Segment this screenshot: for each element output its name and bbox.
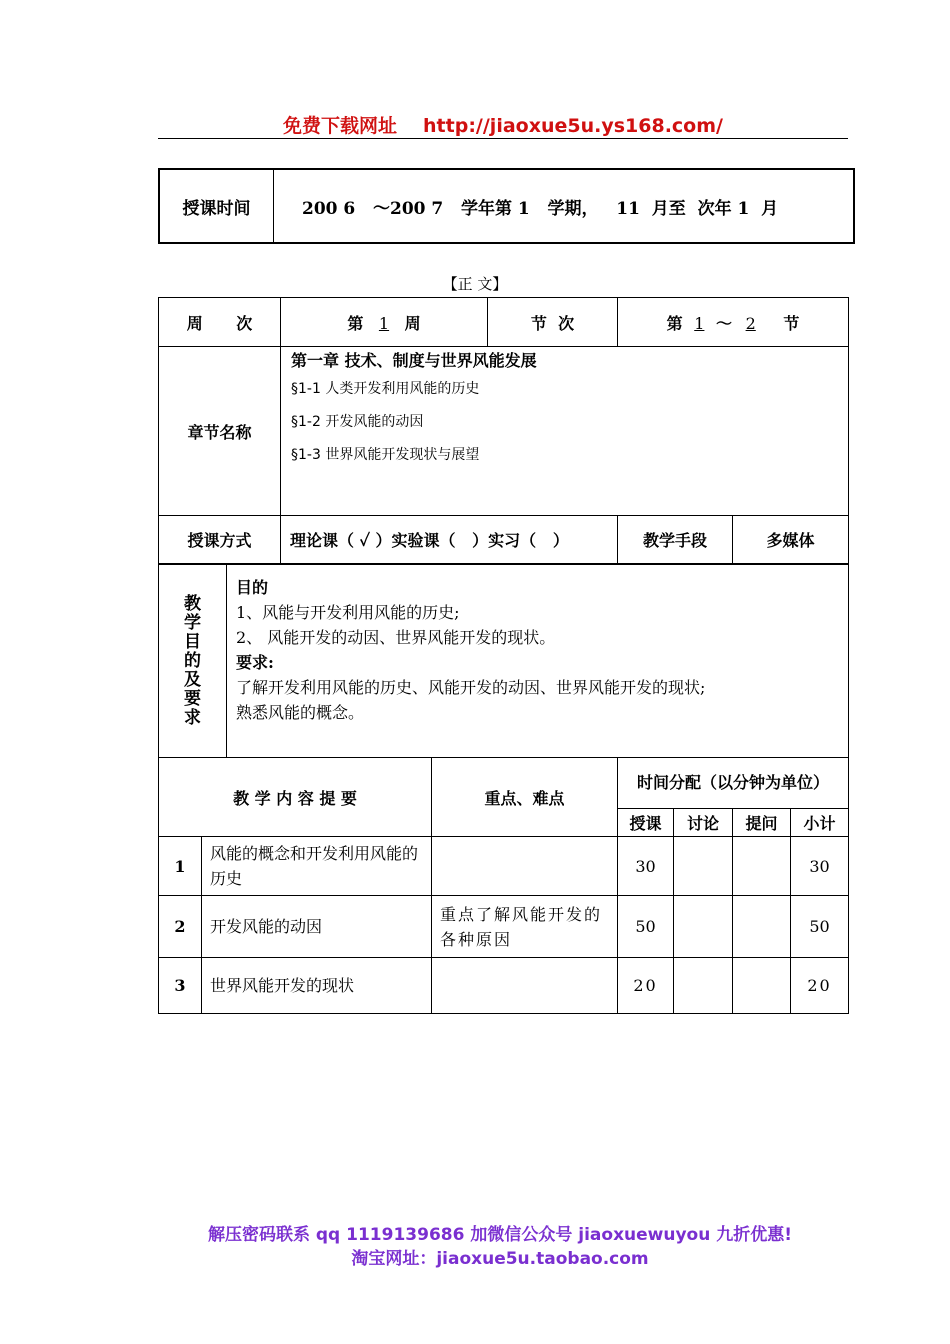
row-content: 风能的概念和开发利用风能的历史 xyxy=(202,837,432,896)
row-subtotal: 50 xyxy=(791,896,849,958)
row-question xyxy=(733,958,791,1014)
col-time-header: 时间分配（以分钟为单位） xyxy=(618,758,849,809)
period-prefix: 第 xyxy=(666,313,683,333)
row-lecture: 50 xyxy=(618,896,674,958)
week-suffix: 周 xyxy=(404,313,421,333)
period-sep: ～ xyxy=(716,313,733,333)
objectives-label-text: 教学目的及要求 xyxy=(184,593,201,728)
col-content-header: 教 学 内 容 提 要 xyxy=(159,758,432,837)
schedule-table xyxy=(158,297,849,564)
period-from: 1 xyxy=(694,313,705,333)
row-number: 2 xyxy=(159,896,202,958)
chapter-section-3: §1-3 世界风能开发现状与展望 xyxy=(291,447,480,463)
row-number: 1 xyxy=(159,837,202,896)
teaching-time-box xyxy=(158,168,855,244)
week-cell xyxy=(281,298,488,347)
period-to: 2 xyxy=(745,313,756,333)
row-key xyxy=(432,837,618,896)
objectives-label xyxy=(159,565,227,758)
header-banner xyxy=(158,116,848,139)
row-content: 世界风能开发的现状 xyxy=(202,958,432,1014)
row-subtotal: 20 xyxy=(791,958,849,1014)
chapter-section-2: §1-2 开发风能的动因 xyxy=(291,414,424,430)
week-prefix: 第 xyxy=(347,313,364,333)
row-discussion xyxy=(674,958,733,1014)
subcol-lecture: 授课 xyxy=(618,809,674,837)
requirement-item-2: 熟悉风能的概念。 xyxy=(236,703,365,722)
table-row xyxy=(159,896,849,958)
objectives-cell xyxy=(227,565,849,758)
row-content: 开发风能的动因 xyxy=(202,896,432,958)
row-key: 重点了解风能开发的各种原因 xyxy=(432,896,618,958)
method-label: 授课方式 xyxy=(159,516,281,564)
subcol-subtotal: 小计 xyxy=(791,809,849,837)
chapter-title: 第一章 技术、制度与世界风能发展 xyxy=(291,351,537,370)
chapter-cell xyxy=(281,347,849,516)
teaching-time-label: 授课时间 xyxy=(160,170,274,242)
period-label: 节 次 xyxy=(488,298,618,347)
row-number: 3 xyxy=(159,958,202,1014)
chapter-section-1: §1-1 人类开发利用风能的历史 xyxy=(291,381,480,397)
row-discussion xyxy=(674,896,733,958)
row-question xyxy=(733,837,791,896)
requirement-item-1: 了解开发利用风能的历史、风能开发的动因、世界风能开发的现状; xyxy=(236,678,706,697)
period-cell xyxy=(618,298,849,347)
row-key xyxy=(432,958,618,1014)
footer-contact: 解压密码联系 qq 1119139686 加微信公众号 jiaoxuewuyou 九折优惠! xyxy=(207,1225,793,1245)
col-key-header: 重点、难点 xyxy=(432,758,618,837)
teaching-time-value: 200 6 ～200 7 学年第 1 学期， 11 月至 次年 1 月 xyxy=(302,198,779,219)
table-row xyxy=(159,958,849,1014)
objectives-table xyxy=(158,564,849,758)
purpose-title: 目的 xyxy=(236,578,269,597)
subcol-discussion: 讨论 xyxy=(674,809,733,837)
row-lecture: 20 xyxy=(618,958,674,1014)
purpose-item-2: 2、 风能开发的动因、世界风能开发的现状。 xyxy=(236,628,556,647)
row-subtotal: 30 xyxy=(791,837,849,896)
period-suffix: 节 xyxy=(783,313,800,333)
week-number: 1 xyxy=(378,313,390,333)
header-url[interactable]: http://jiaoxue5u.ys168.com/ xyxy=(423,115,723,137)
subcol-question: 提问 xyxy=(733,809,791,837)
means-value: 多媒体 xyxy=(733,516,849,564)
footer-shop-url[interactable]: 淘宝网址：jiaoxue5u.taobao.com xyxy=(351,1249,649,1269)
row-lecture: 30 xyxy=(618,837,674,896)
header-label: 免费下载网址 xyxy=(283,115,398,137)
week-label: 周 次 xyxy=(159,298,281,347)
table-row xyxy=(159,837,849,896)
requirement-title: 要求: xyxy=(236,653,274,672)
row-discussion xyxy=(674,837,733,896)
purpose-item-1: 1、风能与开发利用风能的历史; xyxy=(236,603,460,622)
method-value: 理论课（ ✓ ）实验课（ ）实习（ ） xyxy=(281,516,618,564)
row-question xyxy=(733,896,791,958)
section-title: 【正 文】 xyxy=(442,275,508,293)
chapter-label: 章节名称 xyxy=(159,347,281,516)
means-label: 教学手段 xyxy=(618,516,733,564)
content-table xyxy=(158,757,849,1014)
